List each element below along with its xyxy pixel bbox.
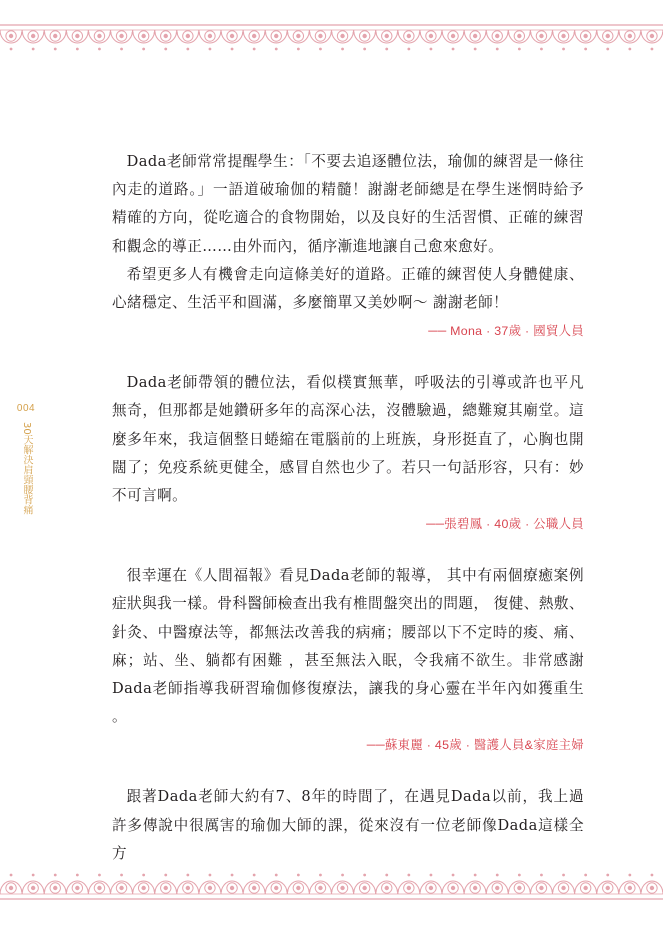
testimonial-paragraph: 跟著Dada老師大約有7、8年的時間了，在遇見Dada以前，我上過許多傳說中很厲害的瑜伽大師的課，從來沒有一位老師像Dada這樣全方: [112, 788, 584, 862]
testimonial-paragraph: Dada老師常常提醒學生：「不要去追逐體位法，瑜伽的練習是一條往內走的道路。」一語道破瑜伽的精髓！謝謝老師總是在學生迷惘時給予精確的方向，從吃適合的食物開始，以及良好的生活習慣、正確的練習和觀念的導正……由外而內，循序漸進地讓自己愈來愈好。: [112, 153, 584, 255]
lace-bead: [10, 874, 13, 877]
lace-rosette-center: [583, 886, 587, 890]
lace-rosette-center: [296, 886, 300, 890]
lace-bead: [164, 874, 167, 877]
lace-rosette-center: [362, 34, 366, 38]
lace-bead: [452, 48, 455, 51]
lace-rosette-center: [119, 886, 123, 890]
lace-bead: [319, 48, 322, 51]
lace-bead: [540, 48, 543, 51]
lace-bead: [76, 48, 79, 51]
lace-rosette-center: [274, 886, 278, 890]
lace-bead: [120, 48, 123, 51]
testimonial-mona: [112, 148, 584, 345]
testimonial-su: [112, 562, 584, 759]
lace-rosette-center: [495, 886, 499, 890]
lace-bead: [32, 874, 35, 877]
lace-rosette-center: [650, 886, 654, 890]
lace-bead: [496, 48, 499, 51]
lace-bead: [253, 874, 256, 877]
lace-rosette-center: [451, 886, 455, 890]
lace-rosette-center: [208, 886, 212, 890]
lace-bead: [496, 874, 499, 877]
lace-rosette-center: [561, 886, 565, 890]
lace-rosette-center: [340, 34, 344, 38]
lace-bead: [98, 48, 101, 51]
testimonial-paragraph: 很幸運在《人間福報》看見Dada老師的報導， 其中有兩個療癒案例症狀與我一樣。骨科醫師檢查出我有椎間盤突出的問題， 復健、熱敷、針灸、中醫療法等，都無法改善我的病痛；腰部以下不定時的痠、痛、麻；站、坐、躺都有困難 ，甚至無法入眠，令我痛不欲生。非常感謝Dada老師指導我研習瑜伽修復療法，讓我的身心靈在半年內如獲重生 。: [112, 567, 584, 726]
lace-rosette-center: [385, 886, 389, 890]
lace-rosette-center: [53, 34, 57, 38]
lace-bead: [142, 48, 145, 51]
lace-rosette-center: [473, 34, 477, 38]
lace-bead: [54, 48, 57, 51]
lace-rosette-center: [539, 34, 543, 38]
lace-bead: [120, 874, 123, 877]
lace-rosette-center: [628, 34, 632, 38]
lace-rosette-center: [208, 34, 212, 38]
lace-rosette-center: [9, 886, 13, 890]
lace-bead: [474, 874, 477, 877]
lace-rosette-center: [429, 886, 433, 890]
page-number: 004: [16, 403, 36, 414]
lace-rosette-center: [539, 886, 543, 890]
lace-rosette-center: [628, 886, 632, 890]
lace-bead: [430, 48, 433, 51]
testimonial-paragraph: Dada老師帶領的體位法，看似樸實無華，呼吸法的引導或許也平凡無奇，但那都是她鑽研多年的高深心法，沒體驗過，總難窺其廟堂。這麼多年來，我這個整日蜷縮在電腦前的上班族，身形挺直了，心胸也開闊了；免疫系統更健全，感冒自然也少了。若只一句話形容，只有：妙不可言啊。: [112, 374, 584, 505]
lace-rosette-center: [274, 34, 278, 38]
lace-bead: [275, 48, 278, 51]
testimonial-signature: ── Mona · 37歲 · 國貿人員: [428, 324, 584, 339]
lace-bead: [407, 874, 410, 877]
lace-bead: [584, 874, 587, 877]
lace-bead: [253, 48, 256, 51]
page-margin: [6, 403, 46, 515]
lace-rosette-center: [451, 34, 455, 38]
lace-rosette-center: [606, 34, 610, 38]
lace-rosette-center: [318, 34, 322, 38]
testimonial-continued: [112, 783, 584, 868]
lace-bead: [10, 48, 13, 51]
lace-bead: [628, 874, 631, 877]
lace-bead: [209, 48, 212, 51]
lace-rosette-center: [97, 886, 101, 890]
lace-bead: [186, 48, 189, 51]
lace-bead: [275, 874, 278, 877]
lace-rosette-center: [407, 886, 411, 890]
lace-rosette-center: [9, 34, 13, 38]
lace-bead: [32, 48, 35, 51]
testimonial-signature: ──蘇東麗 · 45歲 · 醫護人員&家庭主婦: [366, 738, 584, 753]
lace-bead: [98, 874, 101, 877]
lace-bead: [164, 48, 167, 51]
lace-rosette-center: [495, 34, 499, 38]
lace-rosette-center: [141, 34, 145, 38]
lace-rosette-center: [517, 886, 521, 890]
testimonial-paragraph: 希望更多人有機會走向這條美好的道路。正確的練習使人身體健康、心緒穩定、生活平和圓滿，多麼簡單又美妙啊～ 謝謝老師！: [112, 265, 584, 312]
lace-rosette-center: [583, 34, 587, 38]
lace-rosette-center: [164, 34, 168, 38]
lace-bead: [319, 874, 322, 877]
lace-rosette-center: [230, 886, 234, 890]
lace-rosette-center: [75, 34, 79, 38]
lace-bead: [341, 48, 344, 51]
lace-rosette-center: [340, 886, 344, 890]
lace-rosette-center: [186, 34, 190, 38]
lace-bead: [231, 48, 234, 51]
lace-rosette-center: [517, 34, 521, 38]
lace-rosette-center: [31, 34, 35, 38]
testimonial-zhang: [112, 369, 584, 538]
lace-bead: [297, 48, 300, 51]
lace-bead: [54, 874, 57, 877]
lace-bead: [606, 874, 609, 877]
lace-bead: [231, 874, 234, 877]
lace-bead: [584, 48, 587, 51]
lace-bead: [518, 874, 521, 877]
lace-bead: [407, 48, 410, 51]
lace-bead: [518, 48, 521, 51]
lace-rosette-center: [164, 886, 168, 890]
lace-bead: [628, 48, 631, 51]
lace-bead: [474, 48, 477, 51]
lace-rosette-center: [362, 886, 366, 890]
lace-bead: [297, 874, 300, 877]
lace-bead: [363, 48, 366, 51]
lace-rosette-center: [407, 34, 411, 38]
lace-bead: [363, 874, 366, 877]
lace-rosette-center: [296, 34, 300, 38]
lace-rosette-center: [606, 886, 610, 890]
testimonials: [112, 148, 584, 868]
lace-bead: [452, 874, 455, 877]
lace-bead: [186, 874, 189, 877]
running-title: 30天解決肩頸腰背痛: [21, 422, 32, 515]
lace-rosette-center: [473, 886, 477, 890]
lace-rosette-center: [141, 886, 145, 890]
lace-rosette-center: [318, 886, 322, 890]
lace-bead: [562, 874, 565, 877]
lace-bead: [142, 874, 145, 877]
lace-bead: [651, 48, 654, 51]
lace-rosette-center: [429, 34, 433, 38]
lace-border-top: [0, 22, 663, 62]
lace-rosette-center: [53, 886, 57, 890]
lace-rosette-center: [385, 34, 389, 38]
lace-bead: [385, 48, 388, 51]
lace-rosette-center: [31, 886, 35, 890]
lace-rosette-center: [119, 34, 123, 38]
lace-bead: [76, 874, 79, 877]
lace-border-bottom: [0, 862, 663, 902]
lace-bead: [430, 874, 433, 877]
lace-bead: [562, 48, 565, 51]
lace-rosette-center: [252, 34, 256, 38]
lace-rosette-center: [252, 886, 256, 890]
lace-rosette-center: [650, 34, 654, 38]
lace-bead: [385, 874, 388, 877]
lace-rosette-center: [230, 34, 234, 38]
lace-rosette-center: [186, 886, 190, 890]
lace-rosette-center: [561, 34, 565, 38]
lace-bead: [209, 874, 212, 877]
lace-bead: [540, 874, 543, 877]
lace-bead: [606, 48, 609, 51]
lace-bead: [651, 874, 654, 877]
lace-rosette-center: [97, 34, 101, 38]
testimonial-signature: ──張碧鳳 · 40歲 · 公職人員: [426, 517, 584, 532]
lace-bead: [341, 874, 344, 877]
lace-rosette-center: [75, 886, 79, 890]
